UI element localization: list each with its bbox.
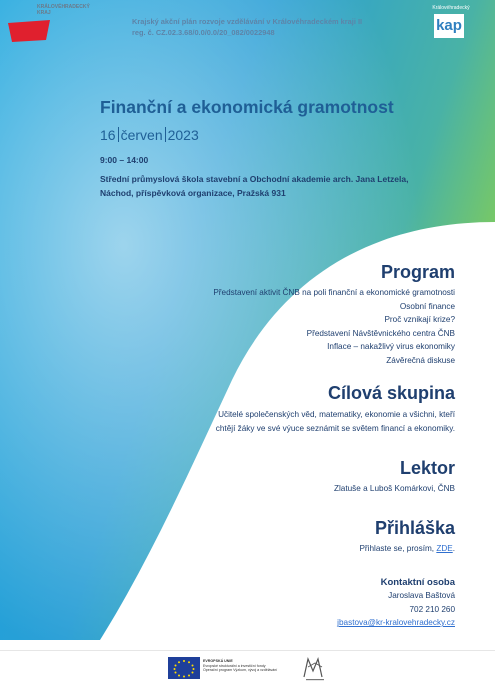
kraj-logo-text	[37, 4, 90, 16]
eu-text-line2: Evropské strukturální a investiční fondy	[203, 663, 266, 668]
target-group-text	[216, 408, 455, 435]
kraj-logo-icon	[6, 20, 52, 42]
contact-details	[337, 589, 455, 630]
kraj-logo-line2: KRAJ	[37, 10, 51, 16]
lecturer-heading: Lektor	[399, 458, 455, 478]
venue-line2: Náchod, příspěvková organizace, Pražská 931	[100, 187, 286, 198]
eu-flag-icon	[168, 657, 200, 679]
kap-logo: kap	[434, 14, 464, 38]
target-line1: Učitelé společenských věd, matematiky, ekonomie a všichni, kteří	[218, 410, 455, 419]
registration-text	[359, 542, 455, 556]
registration-end: .	[452, 544, 455, 553]
program-item: Osobní finance	[399, 301, 455, 311]
footer-divider	[0, 650, 495, 651]
event-date	[100, 127, 199, 143]
contact-name: Jaroslava Baštová	[388, 591, 455, 600]
registration-heading: Přihláška	[374, 518, 455, 538]
date-separator	[118, 127, 119, 142]
kap-logo-caption: Královéhradecký	[432, 5, 470, 11]
contact-email-link[interactable]: jbastova@kr-kralovehradecky.cz	[337, 618, 455, 628]
program-item: Inflace – nakažlivý virus ekonomiky	[327, 342, 455, 352]
target-group-heading: Cílová skupina	[327, 383, 455, 403]
program-item: Představení aktivit ČNB na poli finanční a ekonomické gramotnosti	[213, 288, 455, 297]
kraj-logo-line1: KRÁLOVÉHRADECKÝ	[37, 4, 90, 10]
contact-phone: 702 210 260	[409, 604, 455, 614]
date-year: 2023	[167, 127, 199, 143]
target-line2: chtějí žáky ve své výuce seznámit se světem financí a ekonomiky.	[215, 423, 455, 433]
date-separator	[165, 127, 166, 142]
eu-text-line3: Operační program Výzkum, vývoj a vzdělávání	[203, 668, 278, 672]
program-item: Závěrečná diskuse	[386, 355, 455, 365]
project-reg-number: reg. č. CZ.02.3.68/0.0/0.0/20_082/0022948	[132, 28, 275, 37]
registration-link[interactable]: ZDE	[436, 544, 453, 553]
program-heading: Program	[380, 262, 455, 282]
date-day: 16	[100, 127, 116, 143]
event-title: Finanční a ekonomická gramotnost	[100, 97, 394, 117]
event-time: 9:00 – 14:00	[100, 155, 149, 165]
date-month: červen	[120, 127, 163, 143]
msmt-logo-icon	[300, 655, 330, 683]
registration-prompt: Přihlaste se, prosím,	[359, 544, 435, 553]
event-venue	[100, 173, 450, 200]
eu-text	[203, 659, 277, 673]
program-item: Proč vznikají krize?	[384, 315, 455, 325]
lecturer-name: Zlatuše a Luboš Komárkovi, ČNB	[333, 484, 455, 493]
project-title: Krajský akční plán rozvoje vzdělávání v Královéhradeckém kraji II	[132, 17, 363, 26]
program-item: Představení Návštěvnického centra ČNB	[306, 328, 455, 338]
contact-heading: Kontaktní osoba	[380, 577, 455, 588]
eu-text-line1: EVROPSKÁ UNIE	[203, 659, 233, 663]
venue-line1: Střední průmyslová škola stavební a Obchodní akademie arch. Jana Letzela,	[100, 174, 409, 184]
program-list	[213, 286, 455, 368]
